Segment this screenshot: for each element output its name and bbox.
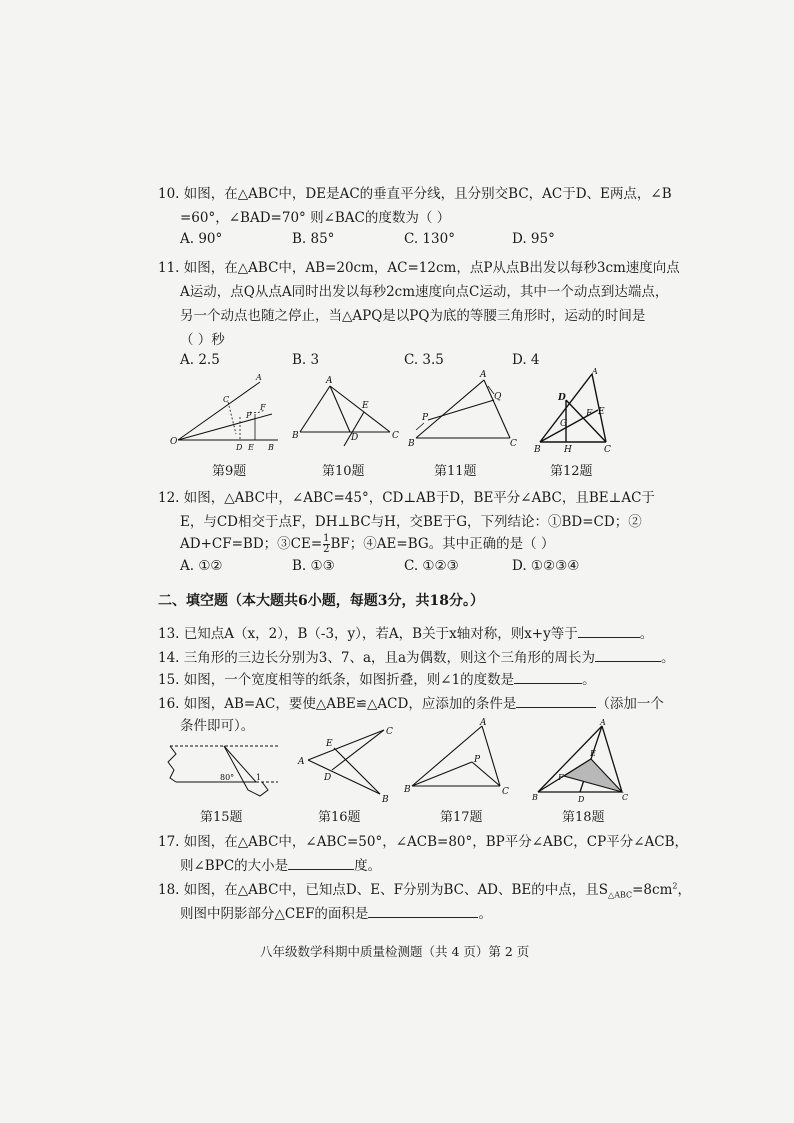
q10-line1: 10. 如图，在△ABC中，DE是AC的垂直平分线，且分别交BC，AC于D、E两点，∠B (158, 186, 672, 202)
q18-text-b: =8cm (632, 882, 673, 898)
fig12-label-f: F (586, 409, 593, 419)
q15-text: 15. 如图，一个宽度相等的纸条，如图折叠，则∠1的度数是 (158, 672, 515, 688)
fig9-label-b: B (268, 443, 274, 452)
q16-line1 (158, 692, 664, 712)
fig12-label-h: H (564, 445, 572, 454)
fig18-label-f: F (558, 773, 564, 782)
q11-choice-c: C. 3.5 (404, 352, 444, 368)
figure-q17 (402, 716, 518, 800)
caption-q11: 第11题 (434, 464, 477, 479)
q14-end: 。 (661, 650, 675, 666)
fig10-label-b: B (292, 431, 299, 441)
q11-line1: 11. 如图，在△ABC中，AB=20cm，AC=12cm，点P从点B出发以每秒3cm速度向点 (158, 260, 680, 276)
q17-line2 (180, 854, 381, 874)
fig12-label-e: E (598, 407, 605, 417)
q12-choice-c: C. ①②③ (404, 558, 459, 574)
figure-q16 (296, 724, 400, 804)
figure-q9 (170, 368, 280, 452)
q17-text: 则∠BPC的大小是 (180, 858, 289, 874)
q13-text: 13. 已知点A（x，2），B（-3，y），若A，B关于x轴对称，则x+y等于 (158, 626, 578, 642)
q17-blank[interactable] (288, 856, 354, 870)
fig9-label-f: F (260, 403, 266, 412)
fig17-label-p: P (474, 755, 481, 765)
figure-q15 (156, 740, 282, 800)
fig15-angle-80: 80° (220, 773, 235, 782)
q10-choice-c: C. 130° (404, 231, 455, 247)
fig16-label-d: D (324, 773, 332, 783)
q17-end: 度。 (354, 858, 382, 874)
q10-line2: =60°，∠BAD=70° 则∠BAC的度数为（ ） (180, 210, 451, 226)
fig12-label-b: B (534, 445, 541, 454)
q18-sup: 2 (672, 881, 678, 891)
q12-choice-a: A. ①② (180, 558, 223, 574)
q13-blank[interactable] (578, 624, 640, 638)
q14-blank[interactable] (595, 648, 661, 662)
fig12-label-g: G (560, 419, 568, 429)
fig16-label-a: A (298, 757, 305, 767)
q18-line2 (180, 902, 492, 922)
fig11-label-p: P (422, 413, 429, 423)
fig16-label-b: B (382, 795, 389, 804)
q11-choice-a: A. 2.5 (180, 352, 220, 368)
caption-q12: 第12题 (550, 464, 593, 479)
fig10-label-d: D (351, 433, 359, 443)
q10-choice-d: D. 95° (512, 231, 555, 247)
fig9-label-a: A (256, 373, 262, 382)
q11-choice-b: B. 3 (292, 352, 320, 368)
q17-line1: 17. 如图，在△ABC中，∠ABC=50°，∠ACB=80°，BP平分∠ABC，CP平分∠ACB， (158, 834, 689, 850)
fig10-label-c: C (392, 431, 399, 441)
fig18-label-c: C (622, 793, 629, 802)
caption-q16: 第16题 (318, 810, 361, 825)
q14 (158, 646, 675, 666)
q12-choice-d: D. ①②③④ (512, 558, 580, 574)
fig12-label-d: D (558, 393, 566, 403)
fig17-label-a: A (480, 718, 487, 728)
figure-q11 (408, 366, 520, 452)
fig10-label-e: E (362, 401, 369, 411)
q11-choice-d: D. 4 (512, 352, 540, 368)
caption-q15: 第15题 (200, 810, 243, 825)
q13 (158, 622, 653, 642)
fig12-label-a: A (592, 367, 598, 376)
fig17-label-b: B (404, 785, 411, 795)
q16-blank[interactable] (516, 694, 596, 708)
q16-end: （添加一个 (596, 696, 664, 712)
figure-q18 (530, 716, 630, 804)
fig9-label-p: P (246, 411, 252, 420)
q18-sub: △ABC (608, 890, 633, 900)
q15-end: 。 (582, 672, 596, 688)
q11-line2: A运动，点Q从点A同时出发以每秒2cm速度向点C运动，其中一个动点到达端点， (180, 284, 669, 300)
fig18-label-a: A (600, 718, 606, 727)
q12-line3-a: AD+CF=BD；③CE= (180, 536, 323, 552)
q12-line1: 12. 如图，△ABC中，∠ABC=45°，CD⊥AB于D，BE平分∠ABC，且BE⊥AC于 (158, 490, 655, 506)
q12-line2: E，与CD相交于点F，DH⊥BC与H，交BE于G，下列结论：①BD=CD；② (180, 514, 642, 530)
fig15-angle-1: 1 (256, 773, 262, 782)
caption-q18: 第18题 (562, 810, 605, 825)
q18-blank[interactable] (368, 904, 478, 918)
q15-blank[interactable] (514, 670, 582, 684)
fig12-label-c: C (604, 445, 611, 454)
fig16-label-e: E (326, 739, 333, 749)
q11-line4: （ ）秒 (180, 332, 225, 348)
fig9-label-o: O (170, 437, 178, 447)
caption-q10: 第10题 (322, 464, 365, 479)
fig18-label-e: E (590, 749, 596, 758)
q15 (158, 668, 596, 688)
caption-q17: 第17题 (440, 810, 483, 825)
q14-text: 14. 三角形的三边长分别为3、7、a，且a为偶数，则这个三角形的周长为 (158, 650, 596, 666)
fig11-label-b: B (408, 439, 415, 449)
caption-q9: 第9题 (212, 464, 247, 479)
figure-q12 (530, 364, 626, 454)
q10-choice-b: B. 85° (292, 231, 335, 247)
q18-text-c: ， (677, 882, 691, 898)
q12-fraction-num: 1 (323, 533, 330, 544)
q10-choice-a: A. 90° (180, 231, 223, 247)
q12-line3 (180, 532, 554, 555)
q18-text-a: 18. 如图，在△ABC中，已知点D、E、F分别为BC、AD、BE的中点，且S (158, 882, 609, 898)
q18-line1 (158, 878, 691, 900)
q13-end: 。 (639, 626, 654, 642)
fig9-label-d: D (236, 443, 243, 452)
q12-line3-b: BF；④AE=BG。其中正确的是（ ） (330, 536, 555, 552)
fig11-label-a: A (480, 370, 487, 380)
fig16-label-c: C (386, 727, 393, 737)
fig11-label-q: Q (494, 392, 502, 402)
fig9-label-c: C (223, 395, 230, 404)
figure-q10 (290, 372, 402, 452)
q12-fraction-den: 2 (323, 544, 330, 555)
q18-end: 。 (478, 906, 492, 922)
q11-line3: 另一个动点也随之停止，当△APQ是以PQ为底的等腰三角形时，运动的时间是 (180, 308, 646, 324)
page-footer: 八年级数学科期中质量检测题（共 4 页）第 2 页 (260, 944, 530, 959)
fig18-label-b: B (532, 793, 538, 802)
fig10-label-a: A (326, 376, 333, 386)
section-2-title: 二、填空题（本大题共6小题，每题3分，共18分。） (158, 593, 484, 609)
q12-fraction (323, 534, 329, 555)
q12-choice-b: B. ①③ (292, 558, 335, 574)
q16-line2: 条件即可）。 (180, 718, 255, 734)
fig11-label-c: C (510, 439, 517, 449)
q16-text: 16. 如图，AB=AC，要使△ABE≌△ACD，应添加的条件是 (158, 696, 517, 712)
fig17-label-c: C (502, 787, 509, 797)
fig9-label-e: E (248, 443, 254, 452)
fig18-label-d: D (578, 795, 585, 804)
q18-text-2: 则图中阴影部分△CEF的面积是 (180, 906, 369, 922)
